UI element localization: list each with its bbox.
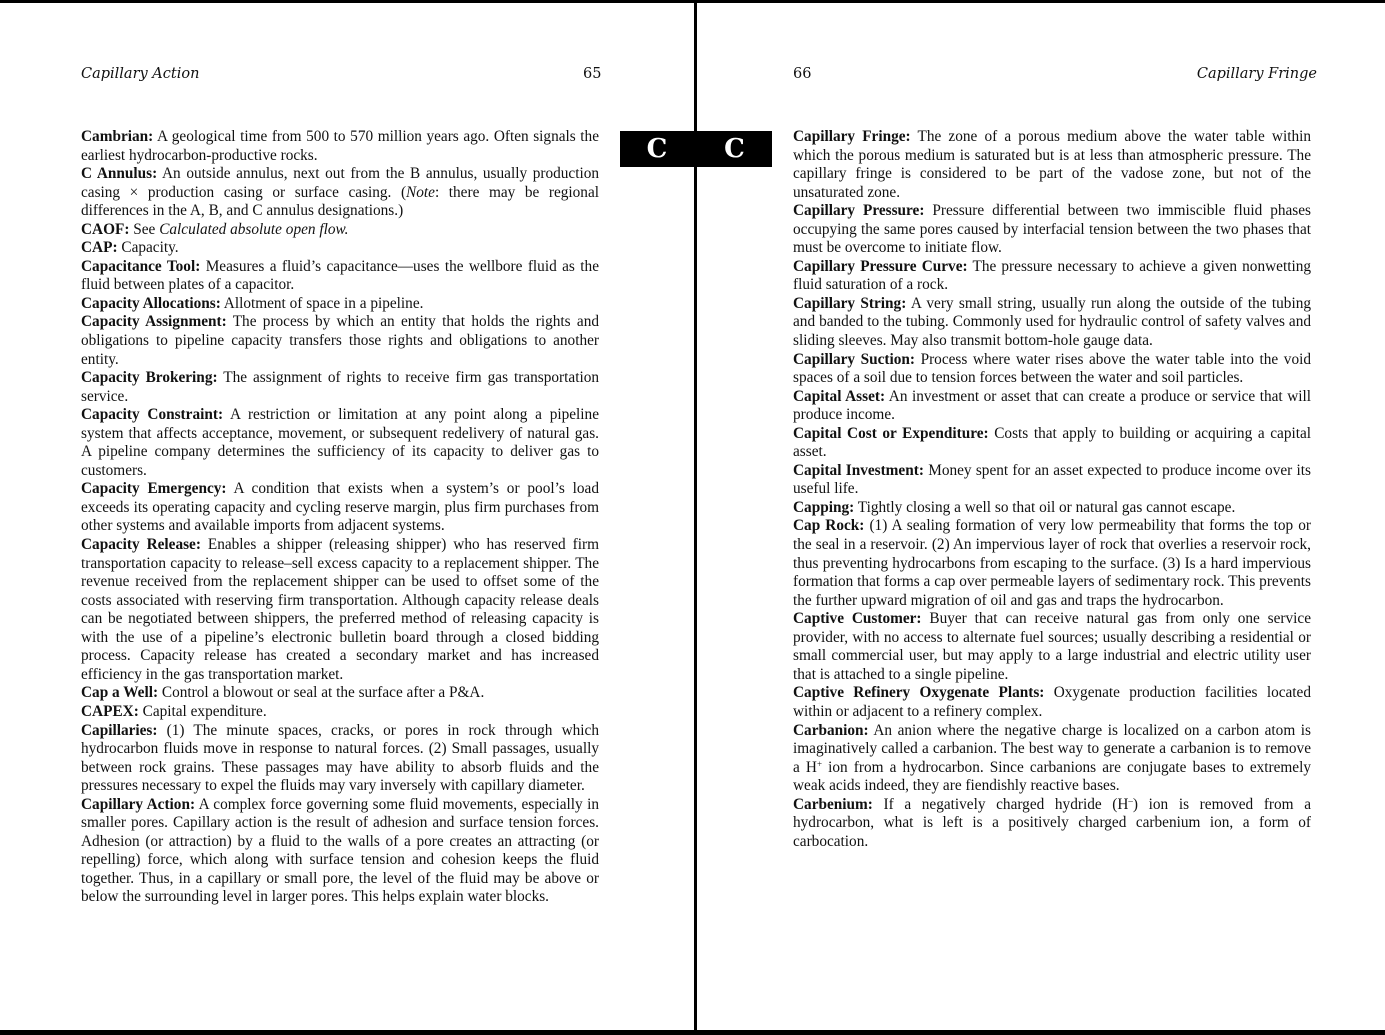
entry-italic-text: Note [406,183,435,201]
glossary-entry [81,221,599,240]
glossary-entry [793,722,1311,796]
entry-term: Captive Refinery Oxygenate Plants: [793,684,1045,702]
glossary-entry [793,462,1311,499]
entry-term: Capillary Suction: [793,350,916,368]
entry-term: CAOF: [81,220,130,238]
entry-definition-cont: ion from a hydrocarbon. Since carbanions are conjugate bases to extremely weak acids indeed, they are fiendishly reactive bases. [793,758,1311,795]
entry-term: Capital Asset: [793,387,886,405]
entry-definition: Money spent for an asset expected to produce income over its useful life. [793,461,1311,498]
glossary-entry [81,295,599,314]
glossary-column [81,128,599,907]
glossary-entry [793,425,1311,462]
page-number: 66 [793,66,812,82]
entry-definition: A restriction or limitation at any point along a pipeline system that affects acceptance, movement, or subsequent redelivery of natural gas. A pipeline company determines the sufficiency of its capacity to deliver gas to customers. [81,406,599,479]
glossary-entry [793,610,1311,684]
entry-definition: (1) The minute spaces, cracks, or pores in rock through which hydrocarbon fluids move in response to natural forces. (2) Small passages, usually between rock grains. These passages may have ability to absorb fluids and the pressures necessary to expel the fluids may vary inversely with capillary diameter. [81,721,599,795]
glossary-entry [793,258,1311,295]
entry-term: Capacity Assignment: [81,313,227,331]
entry-term: Capacity Release: [81,536,201,554]
entry-definition: A geological time from 500 to 570 million years ago. Often signals the earliest hydrocarbon-productive rocks. [81,128,599,164]
glossary-entry [81,165,599,221]
entry-term: Capillary Fringe: [793,128,911,145]
glossary-entry [81,313,599,369]
glossary-entry [81,722,599,796]
entry-superscript: + [816,758,823,769]
entry-term: Carbenium: [793,795,873,813]
glossary-entry [81,258,599,295]
section-tab: C [620,131,694,167]
glossary-entry [81,369,599,406]
glossary-entry [81,536,599,684]
entry-term: Capillary Pressure: [793,202,925,220]
running-head-title: Capillary Fringe [1196,66,1317,82]
entry-definition: Control a blowout or seal at the surface after a P&A. [158,684,485,702]
entry-definition: The pressure necessary to achieve a given nonwetting fluid saturation of a rock. [793,257,1311,294]
glossary-entry [793,796,1311,852]
entry-term: CAP: [81,239,118,257]
entry-term: Capital Cost or Expenditure: [793,424,989,442]
entry-definition: Capacity. [117,239,179,257]
entry-term: Capacity Emergency: [81,480,227,498]
glossary-column [793,128,1311,851]
entry-term: Capillaries: [81,721,158,739]
entry-term: Capacity Allocations: [81,294,221,312]
entry-definition: Tightly closing a well so that oil or natural gas cannot escape. [854,498,1236,516]
glossary-entry [793,499,1311,518]
entry-definition: A condition that exists when a system’s or pool’s load exceeds its operating capacity and cycling reserve margin, plus firm purchases from other systems and available imports from adjacent systems. [81,480,599,535]
entry-definition: See [129,220,160,238]
glossary-entry [793,128,1311,202]
glossary-entry [793,202,1311,258]
glossary-entry [81,406,599,480]
entry-term: Capacitance Tool: [81,257,201,275]
entry-term: Capacity Constraint: [81,406,224,424]
glossary-entry [793,295,1311,351]
glossary-entry [81,684,599,703]
glossary-entry [81,128,599,165]
entry-term: Cap Rock: [793,517,865,535]
entry-definition: An investment or asset that can create a produce or service that will produce income. [793,387,1312,424]
glossary-entry [793,351,1311,388]
glossary-entry [793,517,1311,610]
entry-definition: Enables a shipper (releasing shipper) who has reserved firm transportation capacity to release–sell excess capacity to a replacement shipper. The revenue received from the replacement shipper can be used to offset some of the costs associated with reserving firm transportation. Although capacity release deals can be negotiated between shippers, the preferred method of releasing capacity is with the use of a pipeline’s electronic bulletin board through a closed bidding process. Capacity release has created a secondary market and has increased efficiency in the gas transportation market. [81,536,599,683]
right-page [697,0,1385,1035]
glossary-entry [81,703,599,722]
entry-term: Cap a Well: [81,684,159,702]
glossary-entry [793,388,1311,425]
entry-term: Capillary String: [793,294,907,312]
entry-definition: Buyer that can receive natural gas from only one service provider, with no access to alternate fuel sources; usually describing a residential or small commercial user, but may apply to a large industrial and electric utility user that is attached to a single pipeline. [793,610,1311,683]
entry-definition: If a negatively charged hydride (H [872,795,1129,813]
entry-definition: Oxygenate production facilities located within or adjacent to a refinery complex. [793,684,1311,720]
entry-term: Capillary Action: [81,795,196,813]
glossary-entry [81,796,599,907]
entry-definition: A complex force governing some fluid movements, especially in smaller pores. Capillary action is the result of adhesion and surface tension forces. Adhesion (or attraction) by a fluid to the walls of a pore creates an attracting (or repelling) force, which along with surface tension and cohesion keeps the fluid together. Thus, in a capillary or small pore, the level of the fluid may be above or below the surrounding level in larger pores. This helps explain water blocks. [81,795,599,906]
entry-definition: Process where water rises above the water table into the void spaces of a soil due to tension forces between the water and soil particles. [793,350,1311,387]
entry-term: Cambrian: [81,128,154,145]
entry-definition: A very small string, usually run along the outside of the tubing and banded to the tubing. Commonly used for hydraulic control of safety valves and sliding sleeves. May also transmit bottom-hole gauge data. [793,294,1311,350]
entry-definition-cont: : there may be regional differences in the A, B, and C annulus designations.) [81,183,599,220]
entry-definition: (1) A sealing formation of very low permeability that forms the top or the seal in a reservoir. (2) An impervious layer of rock that overlies a reservoir rock, thus preventing hydrocarbons from escaping to the surface. (3) Is a hard impervious formation that forms a cap over permeable layers of sedimentary rock. This prevents the further upward migration of oil and gas and traps the hydrocarbon. [793,517,1311,609]
entry-definition: Capital expenditure. [138,702,267,720]
entry-definition: Allotment of space in a pipeline. [220,294,424,312]
entry-definition: The assignment of rights to receive firm gas transportation service. [81,369,599,405]
entry-superscript: – [1128,795,1133,806]
entry-term: C Annulus: [81,165,158,183]
entry-term: Capital Investment: [793,461,924,479]
glossary-entry [81,480,599,536]
entry-term: Capillary Pressure Curve: [793,257,968,275]
glossary-entry [81,239,599,258]
entry-term: Captive Customer: [793,610,922,628]
entry-term: Capping: [793,498,855,516]
entry-term: CAPEX: [81,702,139,720]
entry-definition: The process by which an entity that holds the rights and obligations to pipeline capacity transfers those rights and obligations to another entity. [81,313,600,368]
entry-definition: Measures a fluid’s capacitance—uses the wellbore fluid as the fluid between plates of a capacitor. [81,257,599,294]
section-tab: C [697,131,772,167]
entry-definition: The zone of a porous medium above the water table within which the porous medium is saturated but is at less than atmospheric pressure. The capillary fringe is considered to be part of the vadose zone, but not of the unsaturated zone. [793,128,1311,201]
entry-definition: An anion where the negative charge is localized on a carbon atom is imaginatively called a carbanion. The best way to generate a carbanion is to remove a H [793,721,1311,776]
entry-definition-cont: ) ion is removed from a hydrocarbon, what is left is a positively charged carbenium ion, a form of carbocation. [793,795,1311,850]
running-head-title: Capillary Action [81,66,200,82]
glossary-entry [793,684,1311,721]
entry-definition: Costs that apply to building or acquiring a capital asset. [793,424,1312,461]
entry-term: Capacity Brokering: [81,369,218,387]
entry-definition: Pressure differential between two immiscible fluid phases occupying the same pores caused by interfacial tension between the two phases that must be overcome to initiate flow. [793,202,1312,257]
entry-term: Carbanion: [793,721,869,739]
entry-definition: An outside annulus, next out from the B annulus, usually production casing × production casing or surface casing. ( [81,165,599,201]
page-number: 65 [583,66,602,82]
entry-italic-text: Calculated absolute open flow. [159,220,349,238]
